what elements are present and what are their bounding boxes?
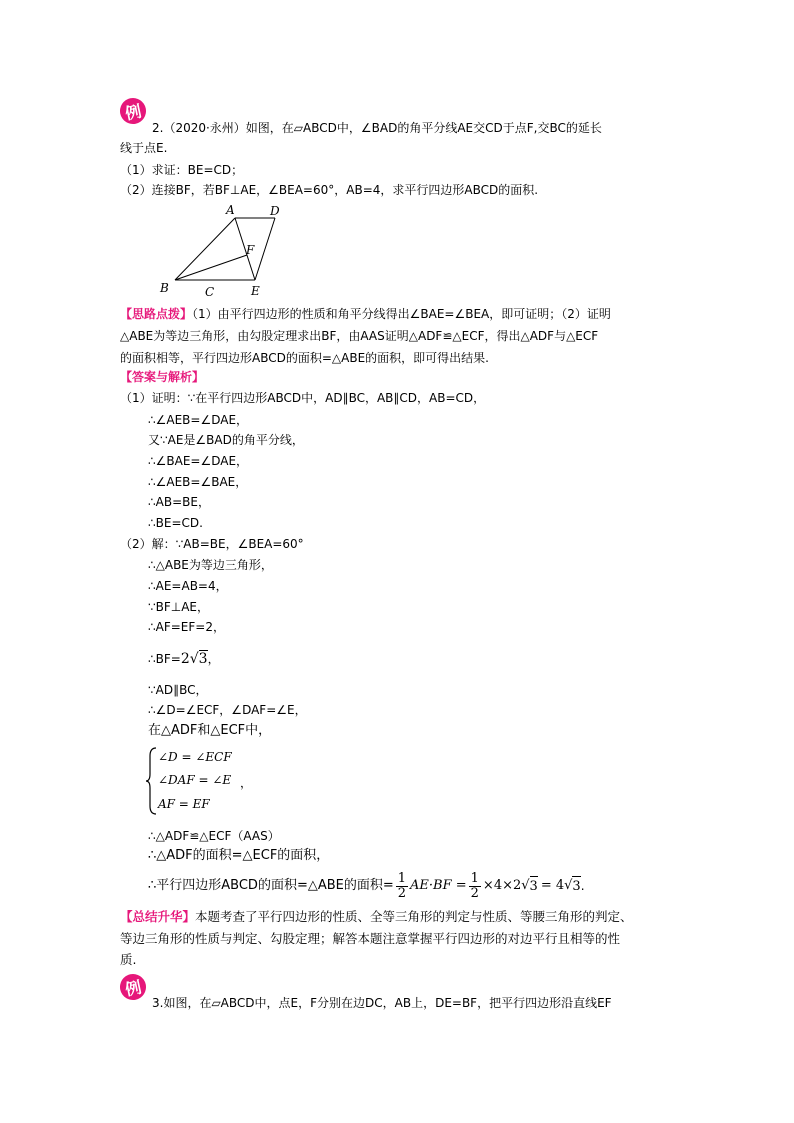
- area-prefix: ∴平行四边形ABCD的面积=△ABE的面积=: [148, 878, 394, 893]
- label-e: E: [251, 284, 260, 298]
- problem-text: 3.如图，在▱ABCD中，点E，F分别在边DC，AB上，DE=BF，把平行四边形沿直线EF: [152, 996, 612, 1010]
- answer-line: ∴∠D=∠ECF，∠DAF=∠E，: [148, 703, 307, 717]
- answer-line: ∴△ADF的面积=△ECF的面积，: [148, 848, 330, 863]
- area-radicand: 3: [572, 876, 580, 897]
- problem-text: 线于点E.: [120, 141, 168, 155]
- area-mid: AE·BF =: [410, 878, 467, 893]
- summary-line: [120, 907, 633, 927]
- fraction-denominator: 2: [397, 885, 407, 901]
- bf-suffix: ，: [207, 652, 220, 666]
- bf-prefix: ∴BF=: [148, 652, 181, 666]
- answer-line: ∴AB=BE，: [148, 495, 210, 509]
- example-badge: 例: [118, 96, 149, 127]
- bf-radicand: 3: [198, 651, 208, 667]
- answer-line: ∵AD∥BC，: [148, 683, 208, 697]
- fraction: [396, 872, 408, 901]
- label-f: F: [246, 243, 255, 257]
- summary-line: 等边三角形的性质与判定、勾股定理；解答本题注意掌握平行四边形的对边平行且相等的性: [120, 931, 621, 946]
- area-tail: ×4×2: [482, 878, 522, 893]
- summary-heading: 【总结升华】: [120, 909, 196, 924]
- label-b: B: [160, 281, 169, 295]
- parallelogram-figure: [150, 200, 290, 305]
- area-eq: = 4: [540, 878, 565, 893]
- question-2: （2）连接BF，若BF⊥AE，∠BEA=60°，AB=4，求平行四边形ABCD的面积.: [120, 183, 539, 197]
- answer-line: ∴∠BAE=∠DAE，: [148, 454, 249, 468]
- answer-line: （1）证明：∵在平行四边形ABCD中，AD∥BC，AB∥CD，AB=CD，: [120, 391, 486, 405]
- answer-line: ∵BF⊥AE，: [148, 600, 210, 614]
- answer-line: 在△ADF和△ECF中，: [148, 723, 272, 738]
- answer-line: ∴∠AEB=∠BAE，: [148, 475, 248, 489]
- system-eq-3: AF = EF: [158, 797, 210, 811]
- answer-line: （2）解：∵AB=BE，∠BEA=60°: [120, 537, 304, 551]
- hint-line: 的面积相等，平行四边形ABCD的面积=△ABE的面积，即可得出结果.: [120, 351, 489, 365]
- answer-line: ∴△ADF≌△ECF（AAS）: [148, 829, 280, 843]
- fraction-numerator: 1: [397, 870, 407, 886]
- answer-line: ∴AE=AB=4，: [148, 579, 228, 593]
- label-a: A: [226, 203, 235, 217]
- area-radicand: 3: [530, 876, 538, 897]
- answer-line: ∴△ABE为等边三角形，: [148, 558, 273, 572]
- summary-text: 本题考查了平行四边形的性质、全等三角形的判定与性质、等腰三角形的判定、: [195, 909, 633, 924]
- bf-value-line: [148, 648, 220, 670]
- system-comma: ，: [240, 776, 253, 790]
- hint-line: △ABE为等边三角形，由勾股定理求出BF，由AAS证明△ADF≌△ECF，得出△ADF与△ECF: [120, 329, 599, 343]
- example-badge: 例: [118, 972, 149, 1003]
- fraction: [469, 872, 481, 901]
- fraction-numerator: 1: [470, 870, 479, 886]
- bf-coef: 2: [180, 651, 190, 667]
- sqrt-icon: √: [521, 878, 530, 893]
- hint-line: [120, 304, 611, 324]
- brace-icon: [146, 746, 158, 816]
- answer-line: ∴AF=EF=2，: [148, 620, 225, 634]
- question-1: （1）求证：BE=CD；: [120, 163, 244, 177]
- summary-line: 质.: [120, 952, 137, 967]
- system-eq-2: ∠DAF = ∠E: [158, 773, 232, 787]
- area-line: [148, 866, 585, 906]
- area-end: .: [580, 879, 585, 893]
- system-eq-1: ∠D = ∠ECF: [158, 750, 232, 764]
- label-c: C: [205, 285, 215, 299]
- answer-line: 又∵AE是∠BAD的角平分线，: [148, 433, 304, 447]
- sqrt-icon: √: [189, 651, 199, 667]
- hint-text: （1）由平行四边形的性质和角平分线得出∠BAE=∠BEA，即可证明；（2）证明: [192, 307, 611, 321]
- fraction-denominator: 2: [470, 885, 479, 901]
- label-d: D: [270, 204, 280, 218]
- hint-heading: 【思路点拨】: [120, 307, 193, 321]
- answer-line: ∴BE=CD.: [148, 516, 203, 530]
- sqrt-icon: √: [564, 878, 573, 893]
- answer-heading: 【答案与解析】: [120, 370, 205, 384]
- answer-line: ∴∠AEB=∠DAE，: [148, 413, 249, 427]
- problem-text: 2.（2020·永州）如图，在▱ABCD中，∠BAD的角平分线AE交CD于点F,交BC的延长: [152, 121, 602, 135]
